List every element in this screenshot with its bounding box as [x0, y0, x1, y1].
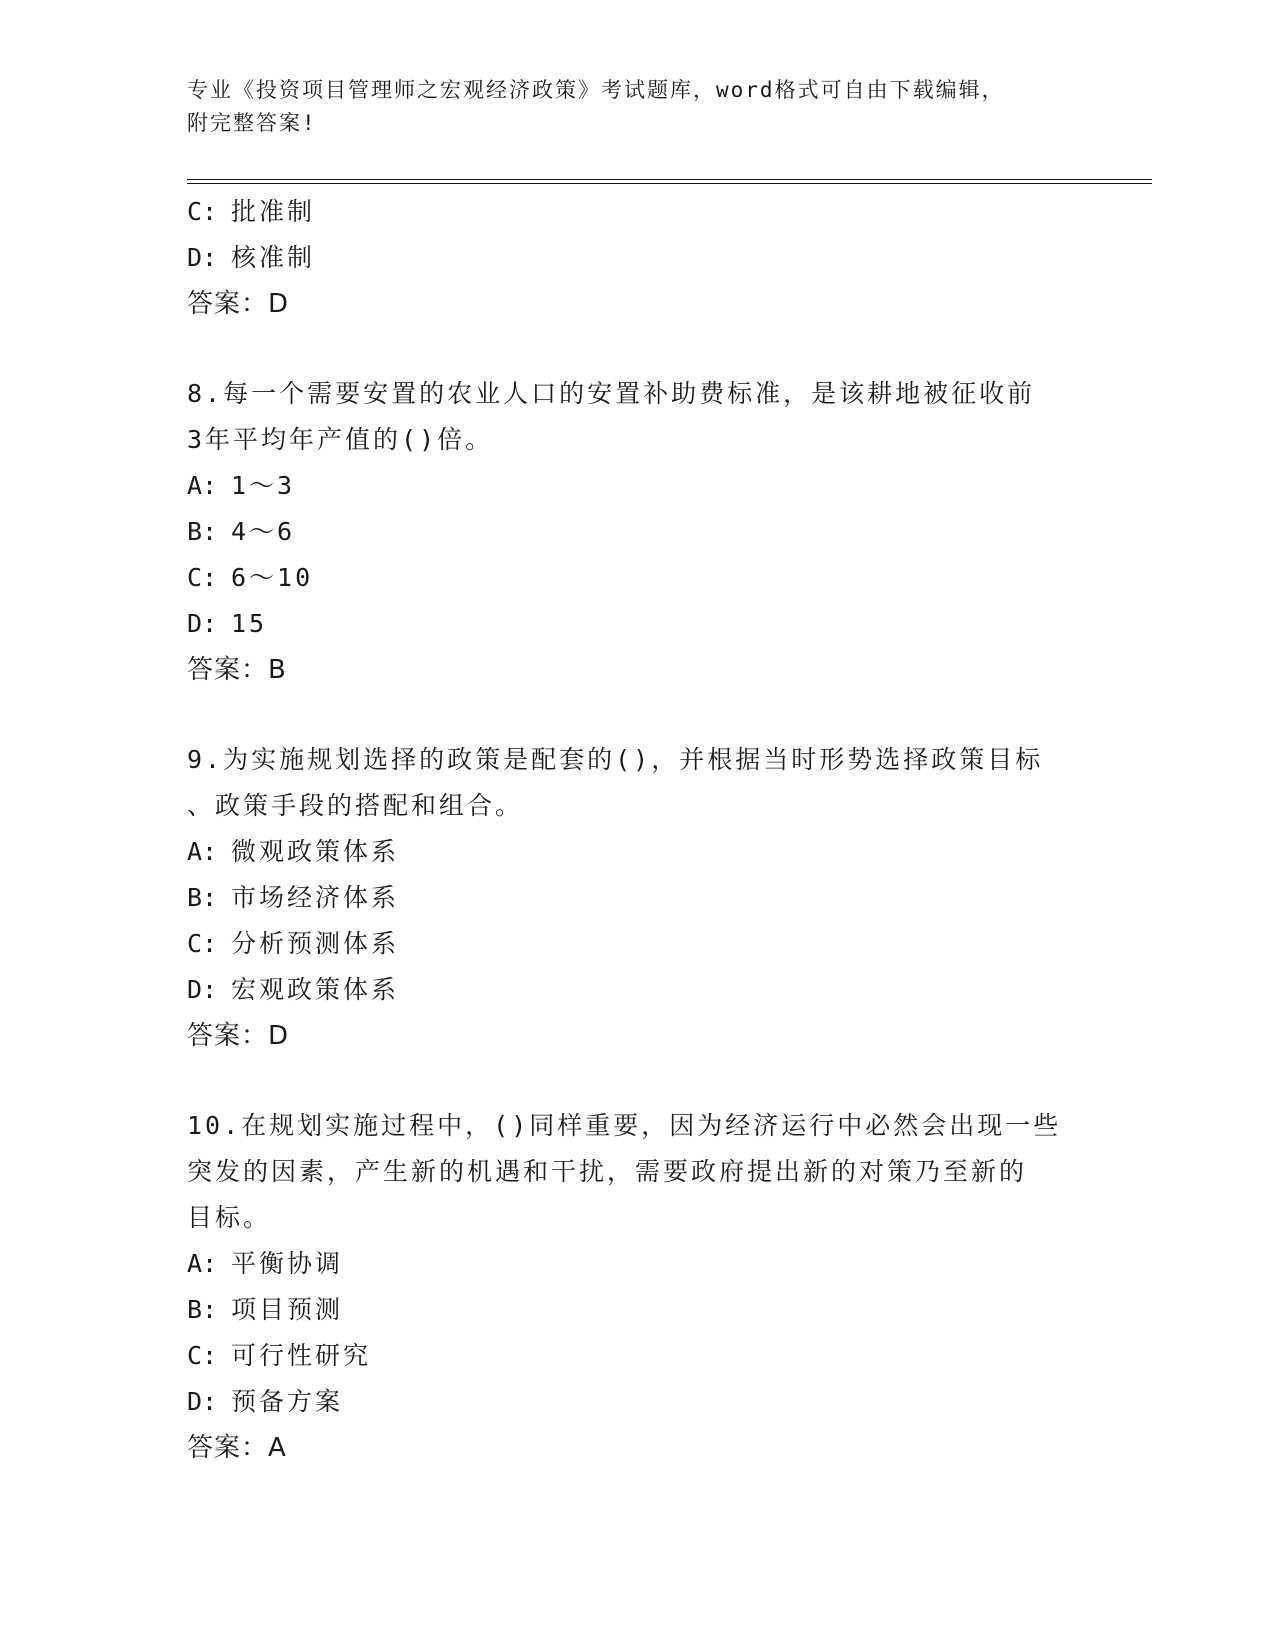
question-7-tail	[187, 189, 1087, 327]
answer-line: 答案：A	[187, 1433, 287, 1463]
option-a	[187, 829, 1087, 875]
answer-line: 答案：D	[187, 1021, 290, 1051]
option-d	[187, 601, 1087, 647]
option-letter: D:	[187, 975, 218, 1004]
question-9	[187, 737, 1087, 1059]
option-text: 1～3	[231, 471, 296, 500]
option-text: 平衡协调	[231, 1249, 344, 1278]
question-8	[187, 371, 1087, 693]
option-d	[187, 967, 1087, 1013]
option-c	[187, 189, 1087, 235]
option-text: 项目预测	[231, 1295, 344, 1324]
option-letter: A:	[187, 471, 218, 500]
answer-line: 答案：B	[187, 655, 287, 685]
option-letter: C:	[187, 929, 218, 958]
document-header	[187, 74, 1067, 140]
option-d	[187, 1379, 1087, 1425]
option-text: 6～10	[231, 563, 314, 592]
question-stem-line: 8.每一个需要安置的农业人口的安置补助费标准，是该耕地被征收前	[187, 379, 1036, 408]
question-stem-line: 、政策手段的搭配和组合。	[187, 791, 524, 820]
spacer	[187, 1059, 1087, 1103]
option-c	[187, 921, 1087, 967]
option-letter: B:	[187, 883, 218, 912]
question-stem-line: 3年平均年产值的()倍。	[187, 425, 494, 454]
question-10	[187, 1103, 1087, 1471]
answer-line: 答案：D	[187, 289, 290, 319]
option-letter: D:	[187, 609, 218, 638]
question-stem-line: 10.在规划实施过程中，()同样重要，因为经济运行中必然会出现一些	[187, 1111, 1062, 1140]
option-text: 15	[231, 609, 268, 638]
option-b	[187, 509, 1087, 555]
header-rule-top	[187, 179, 1152, 180]
option-text: 核准制	[231, 243, 316, 272]
option-c	[187, 555, 1087, 601]
spacer	[187, 327, 1087, 371]
option-text: 可行性研究	[231, 1341, 372, 1370]
option-letter: B:	[187, 517, 218, 546]
option-letter: C:	[187, 1341, 218, 1370]
option-text: 市场经济体系	[231, 883, 400, 912]
option-text: 4～6	[231, 517, 296, 546]
option-text: 批准制	[231, 197, 316, 226]
question-stem-line: 9.为实施规划选择的政策是配套的()，并根据当时形势选择政策目标	[187, 745, 1044, 774]
header-line-2: 附完整答案!	[187, 111, 317, 135]
option-text: 宏观政策体系	[231, 975, 400, 1004]
option-letter: C:	[187, 563, 218, 592]
option-letter: C:	[187, 197, 218, 226]
option-a	[187, 463, 1087, 509]
option-letter: A:	[187, 1249, 218, 1278]
option-letter: D:	[187, 1387, 218, 1416]
option-b	[187, 1287, 1087, 1333]
question-stem-line: 目标。	[187, 1203, 272, 1232]
option-text: 预备方案	[231, 1387, 344, 1416]
option-text: 分析预测体系	[231, 929, 400, 958]
question-stem-line: 突发的因素，产生新的机遇和干扰，需要政府提出新的对策乃至新的	[187, 1157, 1028, 1186]
option-letter: D:	[187, 243, 218, 272]
question-list	[187, 189, 1087, 1471]
option-text: 微观政策体系	[231, 837, 400, 866]
option-d	[187, 235, 1087, 281]
option-b	[187, 875, 1087, 921]
option-a	[187, 1241, 1087, 1287]
header-line-1: 专业《投资项目管理师之宏观经济政策》考试题库，word格式可自由下载编辑，	[187, 78, 1005, 102]
header-rule-bottom	[187, 183, 1152, 184]
option-letter: B:	[187, 1295, 218, 1324]
spacer	[187, 693, 1087, 737]
option-letter: A:	[187, 837, 218, 866]
option-c	[187, 1333, 1087, 1379]
